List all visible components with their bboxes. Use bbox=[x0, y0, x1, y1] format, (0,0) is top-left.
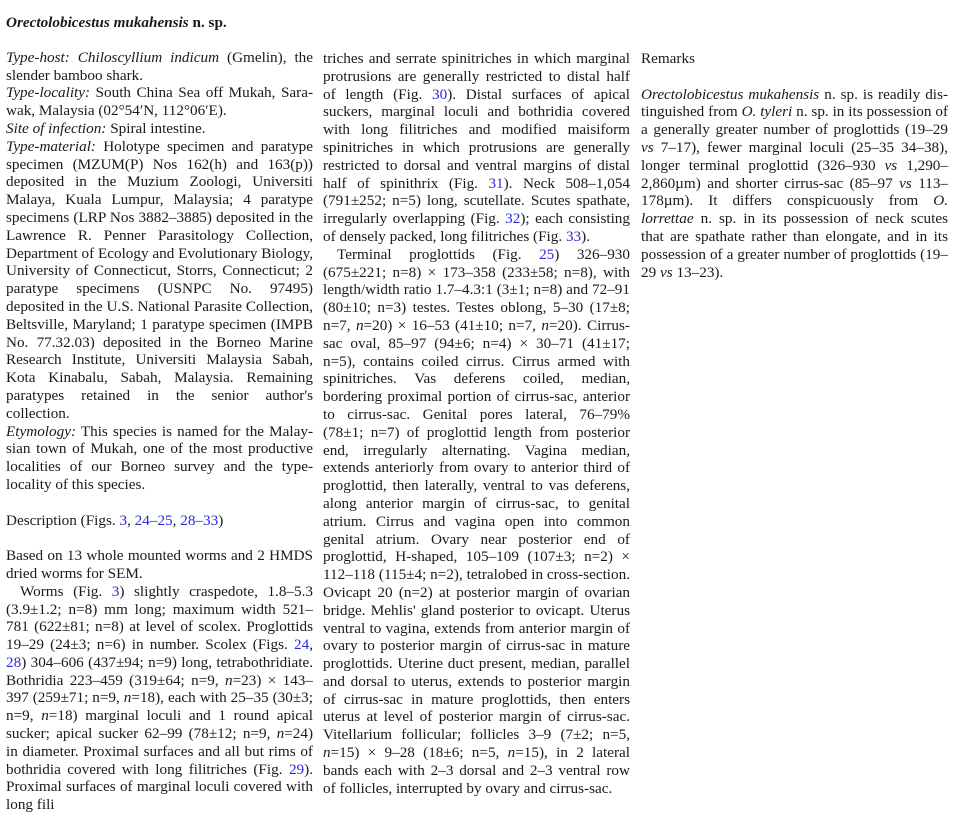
text: 13–23). bbox=[672, 263, 724, 281]
fig-link-28-33[interactable]: 28–33 bbox=[180, 511, 219, 529]
fig-link-30[interactable]: 30 bbox=[432, 85, 448, 103]
text: 7–17), fewer marginal loculi (25–35 34–38), longer terminal proglottid (326–930 bbox=[641, 138, 948, 174]
spacer bbox=[6, 494, 313, 512]
text: =24) in diameter. Proximal surfaces and all but rims of bothridia covered with long filitriches (Fig. bbox=[6, 725, 313, 778]
text: =18) marginal loculi and 1 round apical sucker; apical sucker 62–99 (78±12; n=9, bbox=[6, 707, 313, 743]
type-material-text: Holotype specimen and paratype specimen (MZUM(P) Nos 162(h) and 163(p)) deposited in the Muzium Zoologi, Universiti Malaya, Kuala Lumpur, Malaysia; 4 paratype specimens (LRP Nos 3882–3885) deposited in the Lawrence R. Penner Parasitology Collection, Department of Ecology and Evolutionary Biology, University of Connecticut, Storrs, Connecticut; 2 paratype specimens (USNPC No. 97495) deposited in the U.S. National Parasite Collection, Beltsville, Maryland; 1 paratype specimen (IMPB No. 77.32.03) deposited in the Borneo Marine Research Institute, Universiti Malaysia Sabah, Kota Kinabalu, Sabah, Malaysia. Remaining paratypes retained in the senior author's collection. bbox=[6, 137, 313, 422]
italic-vs: vs bbox=[899, 174, 912, 192]
fig-link-3[interactable]: 3 bbox=[119, 511, 128, 529]
fig-link-25[interactable]: 25 bbox=[539, 245, 555, 263]
surfaces-paragraph bbox=[323, 50, 630, 246]
fig-link-28[interactable]: 28 bbox=[6, 653, 22, 671]
species-name: O. tyleri bbox=[741, 103, 793, 121]
text: ). Distal surfaces of apical suckers, marginal loculi and bothridia covered with long filitriches and modified maisiform spinitriches in which protrusions are generally restricted to dorsal and ventral margins of distal half of spinithrix (Fig. bbox=[323, 85, 630, 192]
type-host bbox=[6, 49, 313, 85]
type-host-label: Type-host: bbox=[6, 48, 70, 66]
description-heading bbox=[6, 512, 313, 530]
text: 1,290–2,860µm) and shorter cirrus-sac (85–97 bbox=[641, 156, 948, 192]
species-name: Orectolobicestus mukahensis bbox=[6, 14, 189, 31]
type-material bbox=[6, 138, 313, 423]
etymology-text: This species is named for the Malaysian town of Mukah, one of the most productive localities of our Borneo survey and the type-locality of this species. bbox=[6, 422, 313, 493]
italic-n: n bbox=[276, 725, 285, 743]
text: =23) × 143–397 (259±71; n=9, bbox=[6, 671, 313, 707]
text: ) 326–930 (675±221; n=8) × 173–358 (233±58; n=8), with length/width ratio 1.7–4.3:1 (3±1; n=8) and 72–91 (80±10; n=3) testes. Testes oblong, 5–30 (17±8; n=7, bbox=[323, 245, 630, 334]
fig-link-33[interactable]: 33 bbox=[565, 227, 582, 245]
separator: , bbox=[172, 511, 181, 529]
text: ) 304–606 (437±94; n=9) long, tetrabothridiate. Bothridia 223–459 (319±64; n=9, bbox=[6, 653, 313, 689]
type-locality-text: South China Sea off Mukah, Sarawak, Malaysia (02°54′N, 112°06′E). bbox=[6, 84, 313, 120]
site-of-infection bbox=[6, 120, 313, 138]
text: Worms (Fig. bbox=[20, 582, 112, 600]
text: 113–178µm). It differs conspicuously from bbox=[641, 174, 949, 210]
etymology-label: Etymology: bbox=[6, 422, 77, 440]
worms-paragraph bbox=[6, 583, 313, 814]
fig-link-31[interactable]: 31 bbox=[488, 174, 504, 192]
text: n. sp. in its possession of neck scutes that are spathate rather than elongate, and in its possession of a greater number of proglottids (19–29 bbox=[641, 210, 948, 281]
species-name: Orectolobicestus mukahensis bbox=[641, 85, 820, 103]
text: =15) × 9–28 (18±6; n=5, bbox=[330, 744, 508, 762]
italic-n: n bbox=[123, 689, 132, 707]
spacer bbox=[641, 68, 948, 86]
text: ). Proximal surfaces of marginal loculi covered with long fili bbox=[6, 760, 313, 814]
site-of-infection-text: Spiral intestine. bbox=[106, 119, 206, 137]
column-3 bbox=[641, 50, 948, 281]
column-1 bbox=[6, 14, 313, 814]
type-host-text: (Gmelin), the slender bamboo shark. bbox=[6, 48, 313, 84]
italic-n: n bbox=[41, 707, 49, 725]
italic-vs: vs bbox=[659, 263, 673, 281]
italic-n: n bbox=[224, 671, 233, 689]
fig-link-32[interactable]: 32 bbox=[505, 210, 521, 228]
etymology bbox=[6, 423, 313, 494]
species-name: O. lorrettae bbox=[641, 192, 948, 228]
text: =20). Cirrus-sac oval, 85–97 (94±6; n=4) × 30–71 (41±17; n=5), contains coiled cirrus. Cirrus armed with spinitriches. Vas deferens coiled, median, bordering proximal portion of cirrus-sac, anterior to cirrus-sac. Genital pores lateral, 76–79% (78±1; n=7) of proglottid length from posterior end, irregularly alternating. Vagina median, extends anteriorly from ovary to anterior third of proglottid, then laterally, ventral to vas deferens, along anterior margin of cirrus-sac, to genital atrium. Cirrus and vagina open into common genital atrium. Ovary near posterior end of proglottid, H-shaped, 105–109 (107±3; n=2) × 112–118 (115±4; n=2), tetralobed in cross-section. Ovicapt 20 (n=2) at posterior margin of ovarian bridge. Mehlis' gland posterior to ovicapt. Uterus ventral to vagina, extends from anterior margin of ovary to posterior margin of cirrus-sac in mature proglottids. Uterine duct present, median, parallel and dorsal to uterus, extends to posterior margin of cirrus-sac in mature proglottids, then enters uterus at level of posterior margin of cirrus-sac. Vitellarium follicular; follicles 3–9 (7±2; n=5, bbox=[323, 316, 630, 744]
text: =20) × 16–53 (41±10; n=7, bbox=[363, 316, 542, 334]
based-on-paragraph: Based on 13 whole mounted worms and 2 HMDS dried worms for SEM. bbox=[6, 547, 313, 582]
italic-n: n bbox=[323, 744, 331, 762]
description-heading-text: Description (Figs. bbox=[6, 511, 120, 529]
separator: , bbox=[127, 511, 135, 529]
type-host-species: Chiloscyllium indicum bbox=[77, 48, 220, 66]
text: ). bbox=[581, 227, 590, 245]
fig-link-24-25[interactable]: 24–25 bbox=[134, 511, 173, 529]
species-suffix: n. sp. bbox=[188, 14, 227, 31]
text: =18), each with 25–35 (30±3; n=9, bbox=[6, 689, 313, 725]
fig-link-3[interactable]: 3 bbox=[111, 582, 120, 600]
italic-n: n bbox=[355, 316, 364, 334]
column-2 bbox=[323, 50, 630, 797]
remarks-heading: Remarks bbox=[641, 50, 695, 67]
type-locality bbox=[6, 84, 313, 120]
text: ) slightly craspedote, 1.8–5.3 (3.9±1.2; n=8) mm long; maximum width 521–781 (622±81; n=8) at level of scolex. Proglottids 19–29 (24±3; n=6) in number. Scolex (Figs. bbox=[6, 582, 314, 654]
text: triches and serrate spinitriches in which marginal protrusions are generally restricted to distal half of length (Fig. bbox=[323, 50, 630, 103]
italic-vs: vs bbox=[641, 138, 654, 156]
fig-link-29[interactable]: 29 bbox=[288, 760, 305, 778]
italic-n: n bbox=[507, 744, 516, 762]
fig-link-24[interactable]: 24 bbox=[294, 636, 310, 654]
italic-vs: vs bbox=[884, 156, 898, 174]
italic-n: n bbox=[541, 316, 549, 334]
text: ); each consisting of densely packed, long filitriches (Fig. bbox=[323, 210, 630, 245]
species-title bbox=[6, 14, 313, 32]
close-paren: ) bbox=[218, 511, 224, 529]
terminal-proglottids-paragraph bbox=[323, 246, 630, 798]
remarks-paragraph bbox=[641, 86, 948, 282]
text: Terminal proglottids (Fig. bbox=[337, 245, 540, 263]
text: n. sp. is readily distinguished from bbox=[641, 85, 948, 121]
text: , bbox=[309, 636, 313, 654]
site-of-infection-label: Site of infection: bbox=[6, 119, 107, 137]
text: =15), in 2 lateral bands each with 2–3 dorsal and 2–3 ventral row of follicles, interrupted by ovary and cirrus-sac. bbox=[323, 744, 630, 797]
type-locality-label: Type-locality: bbox=[6, 84, 91, 102]
text: n. sp. in its possession of a generally greater number of proglottids (19–29 bbox=[641, 103, 948, 139]
text: ). Neck 508–1,054 (791±252; n=5) long, scutellate. Scutes spathate, irregularly overlapping (Fig. bbox=[323, 174, 630, 228]
type-material-label: Type-material: bbox=[6, 137, 96, 155]
spacer bbox=[6, 529, 313, 547]
